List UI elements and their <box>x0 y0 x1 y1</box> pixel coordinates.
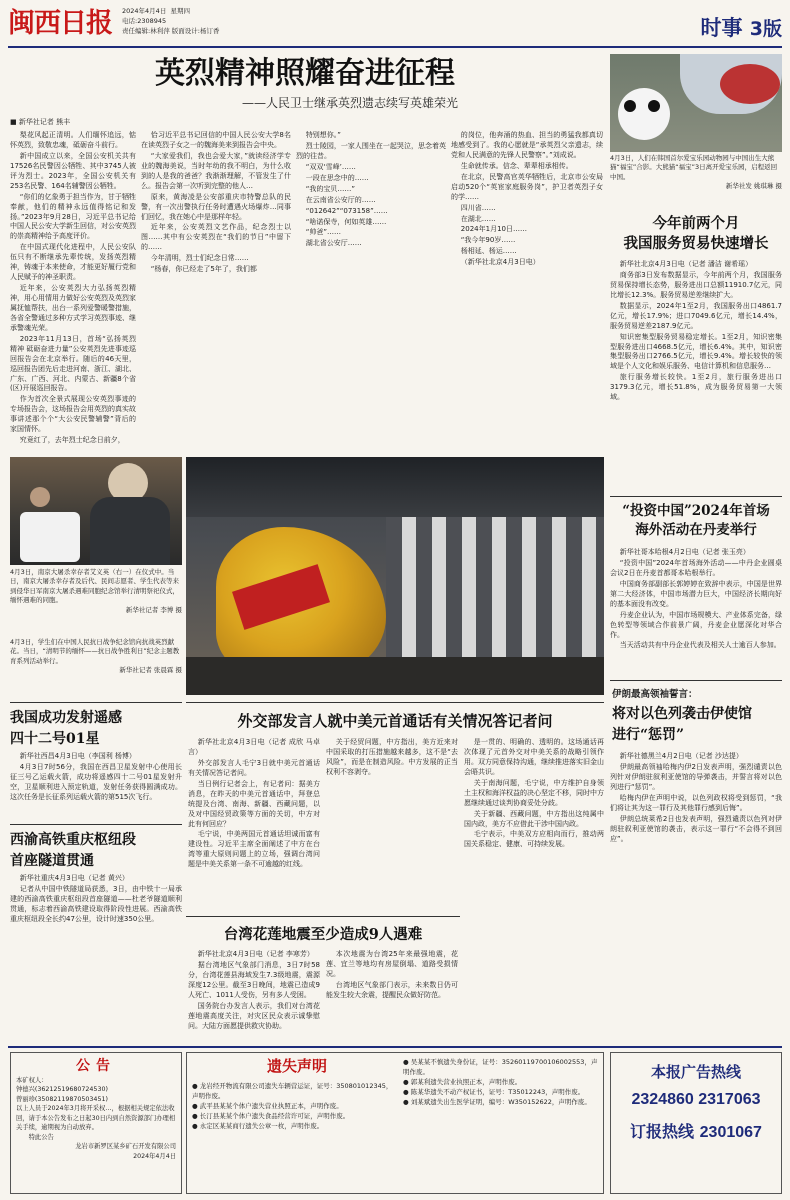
satellite-title: 我国成功发射遥感 四十二号01星 <box>10 710 122 747</box>
quake-body-col-1: 新华社北京4月3日电（记者 李寒芳） 据台湾地区气象部门消息，3日7时58分，台湾花莲县海域发生7.3级地震，震源深度12公里。截至3日晚间，地震已造成9人死亡、1011人受伤，另有多人受困。 国务院台办发言人表示，我们对台湾花莲地震高度关注，对灾区民众表示诚挚慰问。大陆方面愿提供救灾协助。 <box>188 950 320 1030</box>
rail-body: 新华社重庆4月3日电（记者 黄兴） 记者从中国中铁隧道局获悉，3日，由中铁十一局承建的西渝高铁重庆枢纽段首座隧道——杜老爷隧道顺利贯通，标志着西渝高铁建设取得阶段性进展。西渝高铁重庆枢纽段全长约47公里，设计时速350公里。 <box>10 874 182 923</box>
ad-label-1: 本报广告热线 <box>650 1063 741 1081</box>
divider <box>610 496 782 497</box>
divider <box>10 824 182 825</box>
masthead-rule <box>8 46 782 48</box>
issue-weekday: 星期四 <box>170 7 190 15</box>
iran-byline: 新华社德黑兰4月2日电（记者 沙达提） <box>619 752 743 760</box>
lost-title: 遗失声明 <box>266 1057 327 1075</box>
mfa-body-col-3: 是一贯的、明确的、透明的。这场通话再次体现了元首外交对中美关系的战略引领作用。双方同意保持沟通，继续推进落实旧金山会晤共识。 关于南海问题，毛宁说，中方维护自身领土主权和海洋权益的决心坚定不移，同时中方愿继续通过谈判协商妥处分歧。 关于新疆、西藏问题，中方指出这纯属中国内政，美方不应借此干涉中国内政。 毛宁表示，中美双方应相向而行，推动两国关系稳定、健康、可持续发展。 <box>464 738 604 849</box>
ad-phones-1: 2324860 2317063 <box>631 1091 761 1108</box>
iran-kicker: 伊朗最高领袖誓言： <box>612 689 698 700</box>
photo-panda-farewell <box>610 54 782 152</box>
ad-label-2: 订报热线 <box>630 1122 695 1141</box>
page-number: 3版 <box>749 18 782 40</box>
editors: 责任编辑:林利萍 版面设计:杨订香 <box>122 27 220 36</box>
iran-body: 新华社德黑兰4月2日电（记者 沙达提） 伊朗最高领袖哈梅内伊2日发表声明，强烈谴责以色列针对伊朗驻叙利亚使馆的导弹袭击，并誓言将对以色列进行“惩罚”。 哈梅内伊在声明中说，以色列政权将受到惩罚，“我们将让其为这一罪行及其他罪行感到后悔”。 伊朗总统莱希2日也发表声明，强烈谴责以色列对伊朗驻叙利亚使馆的袭击，表示这一罪行“不会得不到回应”。 <box>610 752 782 843</box>
lead-col-2: 恰习近平总书记回信的中国人民公安大学8名在读英烈子女之一的魏海美来到报告会中央。 “大家爱我们，我也会爱大家，”就读经济学专业的魏海美说，当时年幼的我不明白，为什么收到的人是我的爸爸？我渐渐理解，不管发生了什么。报告会第一次听到完整的他人… 原来，黄海凌是公安部重庆市特警总队的民警，有一次出警执行任务时遭遇火场爆炸…同事们回忆，我在她心中是那样年轻。 近年来，公安英烈文艺作品，纪念烈士以图……其中有公安英烈在“我们的节日”中留下的…… 今年清明，烈士们纪念日常…… “杨春，你已经走了5年了，我们都 <box>141 131 291 274</box>
panda-credit: 新华社发 姚琪琳 摄 <box>725 182 782 191</box>
section-label: 时事 3版 <box>700 16 782 40</box>
mfa-body-col-1: 新华社北京4月3日电（记者 成欣 马卓言） 外交部发言人毛宁3日就中美元首通话有关情况答记者问。 当日例行记者会上，有记者问：据美方消息，在昨天的中美元首通话中，拜登总统提及台湾、南海、新疆、西藏问题，以及对中国经贸政策等方面的关切，中方对此有何回应？ 毛宁说，中美两国元首通话坦诚而富有建设性。习近平主席全面阐述了中方在台湾等重大原则问题上的立场，强调台湾问题是中美关系第一条不可逾越的红线。 <box>188 738 320 869</box>
divider <box>186 702 604 703</box>
trade-body: 新华社北京4月3日电（记者 潘洁 谢希瑶） 商务部3日发布数据显示，今年前两个月，我国服务贸易保持增长态势，服务进出口总额11910.7亿元，同比增长12.3%。服务贸易逆差继续扩大。 数据显示，2024年1至2月，我国服务出口4861.7亿元，增长17.9%；进口7049.6亿元，增长14.4%，服务贸易逆差2187.9亿元。 知识密集型服务贸易稳定增长。1至2月，知识密集型服务进出口4668.5亿元，增长6.4%。其中，知识密集型服务出口2766.5亿元，增长9.4%。增长较快的领域是个人文化和娱乐服务、电信计算机和信息服务… 旅行服务增长较快。1至2月，旅行服务进出口3179.3亿元，增长51.8%，成为服务贸易第一大领域。 <box>610 260 782 402</box>
photo-caption-2: 4月3日，学生们在中国人民抗日战争纪念馆向抗战英烈献花。当日，“清明节的缅怀——抗日战争胜利日”纪念主题教育系列活动举行。 新华社记者 张晨霖 摄 <box>10 638 182 675</box>
ad-phones-2: 2301067 <box>699 1124 762 1141</box>
lead-col-1: 梨花风起正清明。人们缅怀追远，惦怀英烈，致敬忠魂，砥砺奋斗前行。 新中国成立以来，全国公安机关共有17526名民警因公牺牲、其中3745人被评为烈士。2023年，全国公安机关有253名民警、164名辅警因公牺牲。 “你们的亿象勇于担当作为，甘于牺牲奉献，他们的精神永远值得铭记和发扬。”2023年9月28日，习近平总书记给中国人民公安大学新生回信，对公安英烈的崇高精神给予高度评价。 在中国式现代化进程中，人民公安队伍只有不断继承先辈传统，发扬英烈精神，铸魂于本来使命，才能更好履行党和人民赋予的神圣职责。 近年来，公安英烈大力弘扬英烈精神，用心用情用力做好公安英烈及英烈家属抚恤帮扶，出台一系列爱警暖警措施，各省全警通过多种方式学习英烈事迹、继承警魂光荣。 2023年11月13日，首场“弘扬英烈精神 砥砺奋进力量”公安英烈先进事迹巡回报告会在北京举行。随后的46天里，巡回报告团先后走进河南、浙江、湖北、广东、广西、河北、内蒙古、新疆8个省(区)开展巡回报告。 作为首次全景式展现公安英烈事迹的专场报告会，这场报告会用英烈的真实故事讲述那个个“大公安民警辅警”背后的家国情怀。 究竟红了，去年烈士纪念日前夕， <box>10 131 136 445</box>
divider <box>186 916 460 917</box>
divider <box>610 680 782 681</box>
invest-byline: 新华社哥本哈根4月2日电（记者 张玉亮） <box>619 548 750 556</box>
lead-col-4: 的岗位，他奔涌的热血、担当的勇猛我都真切地感受到了。我的心愿就是“承英烈父亲遗志，续党和人民满意的先锋人民警察”。”刘成说。 生命就传承。信念、辈辈相承相传。 在北京，民警高官英华牺牲后，北京市公安局启动520个“英宦家庭服务岗”，护卫者英烈子女的学…… 四川省…… 在湖北…… 2024年1月10日…… “我今年90岁…… 杨相延、杨运…… （新华社北京4月3日电） <box>451 131 603 267</box>
notice-box: 公告 本矿权人： 钟德兴(36212519680724530) 曾丽珍(35082119870503451) 以上人员于2024年3月将开采权…，根据相关规定依法收回，请于本公告发布之日起30日内到自然资源部门办理相关手续，逾期视为自动放弃。 特此公告 龙岩市新罗区某乡矿石开发有限公司 2024年4月4日 <box>10 1052 182 1194</box>
satellite-byline: 新华社西昌4月3日电（李国利 杨博） <box>19 752 136 760</box>
panda-caption: 4月3日，人们在韩国首尔爱宝乐园动物园与中国出生大熊猫“福宝”合影。大熊猫“福宝”3日离开爱宝乐园，启程返回中国。 新华社发 姚琪琳 摄 <box>610 154 782 191</box>
invest-title: “投资中国”2024年首场 海外活动在丹麦举行 <box>622 503 770 539</box>
lead-title: 英烈精神照耀奋进征程 <box>155 56 455 91</box>
rail-title: 西渝高铁重庆枢纽段 首座隧道贯通 <box>10 832 136 869</box>
lead-col-3: 特别想你。” 烈士陵园，一家人围坐在一起哭泣，思念着英烈的往昔。 “双双‘雪峰’…… 一段在思念中的…… “我的宝贝……” 在云南省公安厅的…… “012642”“073158”…… “啥诺保寺，何如英雄…… “帅爸”…… 湖北省公安厅…… <box>296 131 446 248</box>
photo-memorial-ceremony <box>10 457 182 565</box>
issue-date: 2024年4月4日 <box>122 7 167 15</box>
quake-body-col-2: 本次地震为台湾25年来最强地震，花莲、宜兰等地均有房屋倒塌、道路受损情况。 台湾地区气象部门表示，未来数日仍可能发生较大余震，提醒民众做好防范。 <box>326 950 458 999</box>
invest-body: 新华社哥本哈根4月2日电（记者 张玉亮） “投资中国”2024年首场海外活动——中丹企业圆桌会议2日在丹麦首都哥本哈根举行。 中国商务部副部长郭婷婷在致辞中表示，中国是世界第二大经济体，中国市场潜力巨大，中国经济长期向好的基本面没有改变。 丹麦企业认为，中国市场规模大、产业体系完备，绿色转型等领域合作前景广阔，丹麦企业愿深化对华合作。 当天活动共有中丹企业代表及相关人士逾百人参加。 <box>610 548 782 650</box>
phone: 电话:2308945 <box>122 17 167 26</box>
quake-title: 台湾花莲地震至少造成9人遇难 <box>223 926 423 943</box>
lost-box: 遗失声明 ● 龙岩经开物流有限公司遗失车辆营运证，证号：350801012345，声明作废。 ● 武平县某某个体户遗失营业执照正本，声明作废。 ● 长汀县某某个体户遗失食品经营许可证，声明作废。 ● 永定区某某商行遗失公章一枚，声明作废。 ● 吴某某不慎遗失身份证，证号：35260119700106002553，声明作废。 ● 郭某利遗失营业执照正本，声明作废。 ● 陈某华遗失不动产权证书，证号：T35012243，声明作废。 ● 刘某斌遗失出生医学证明，编号：W350152622，声明作废。 <box>186 1052 604 1194</box>
rail-byline: 新华社重庆4月3日电（记者 黄兴） <box>19 874 129 882</box>
iran-title: 将对以色列袭击伊使馆 进行“惩罚” <box>612 706 752 743</box>
photo-students-flowers <box>186 457 604 695</box>
ad-hotline-box <box>610 1052 782 1194</box>
masthead-logo: 闽西日报 <box>8 8 112 39</box>
notice-title: 公告 <box>76 1058 116 1074</box>
mfa-byline: 新华社北京4月3日电（记者 成欣 马卓言） <box>188 738 320 756</box>
masthead-meta <box>122 6 312 42</box>
mfa-body-col-2: 关于经贸问题，中方指出，美方近来对中国采取的打压措施越来越多，这不是“去风险”，而是在制造风险。中方发展的正当权利不容剥夺。 <box>326 738 458 776</box>
trade-title: 今年前两个月 我国服务贸易快速增长 <box>623 215 769 253</box>
lead-subtitle: ——人民卫士继承英烈遗志续写英雄荣光 <box>241 96 458 110</box>
divider <box>10 702 182 703</box>
mfa-title: 外交部发言人就中美元首通话有关情况答记者问 <box>237 712 553 730</box>
satellite-body: 新华社西昌4月3日电（李国利 杨博） 4月3日7时56分，我国在西昌卫星发射中心使用长征三号乙运载火箭，成功将遥感四十二号01星发射升空，卫星顺利进入预定轨道，发射任务获得圆满成功。这次任务是长征系列运载火箭的第515次飞行。 <box>10 752 182 801</box>
trade-byline: 新华社北京4月3日电（记者 潘洁 谢希瑶） <box>619 260 753 268</box>
photo-caption-1: 4月3日，南京大屠杀幸存者艾义英（右一）在仪式中。当日，南京大屠杀幸存者及后代、民间志愿者、学生代表等来到侵华日军南京大屠杀遇难同胞纪念馆举行清明祭祀仪式，缅怀遇难的同胞。 新华社记者 李博 摄 <box>10 568 182 614</box>
photo-credit-2: 新华社记者 张晨霖 摄 <box>119 666 182 675</box>
quake-byline: 新华社北京4月3日电（记者 李寒芳） <box>197 950 314 958</box>
lead-byline: ■ 新华社记者 熊丰 <box>10 118 71 126</box>
photo-credit-1: 新华社记者 李博 摄 <box>125 605 182 614</box>
ads-rule <box>8 1046 782 1048</box>
